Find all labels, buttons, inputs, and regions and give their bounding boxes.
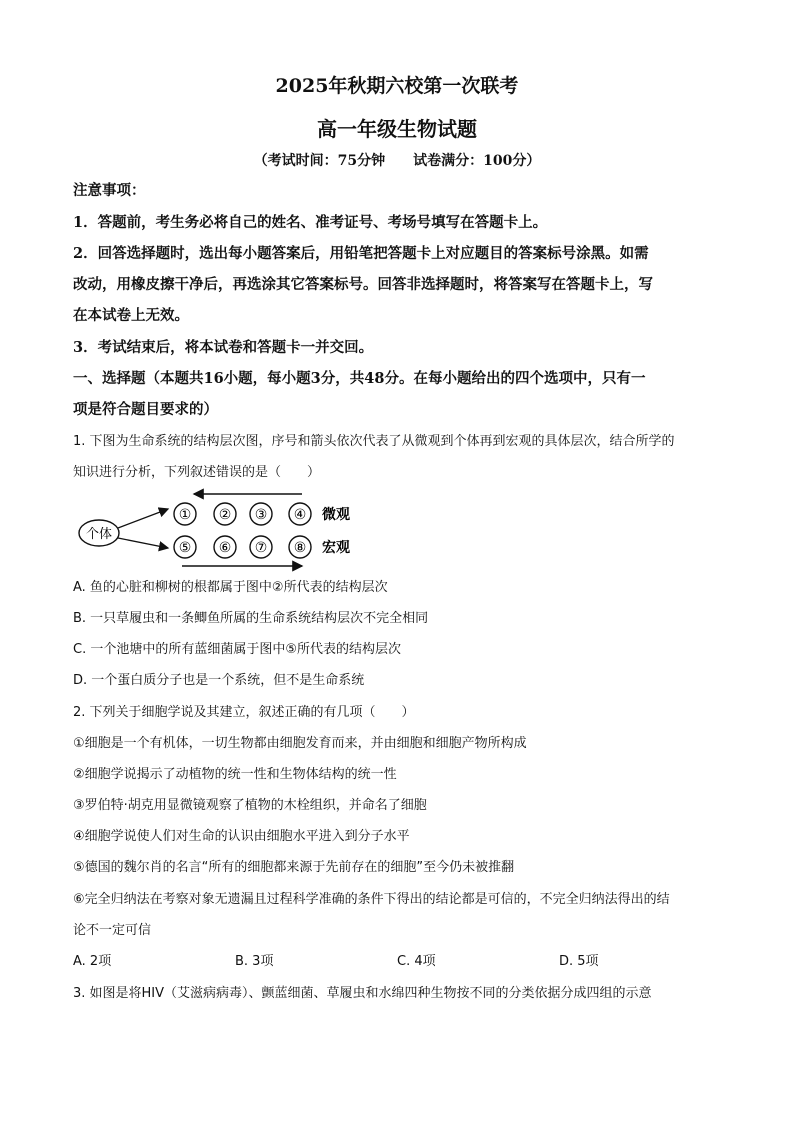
exam-info: （考试时间：75分钟 试卷满分：100分） (253, 153, 541, 169)
q2-statement-6-line-2: 论不一定可信 (73, 923, 152, 938)
level-3-label: ③ (254, 507, 268, 523)
q2-option-a: A. 2项 (73, 954, 112, 969)
q2-statement-2: ②细胞学说揭示了动植物的统一性和生物体结构的统一性 (73, 767, 397, 782)
q1-option-a: A. 鱼的心脏和柳树的根都属于图中②所代表的结构层次 (73, 580, 388, 595)
level-2-label: ② (218, 507, 232, 523)
level-6-label: ⑥ (218, 540, 232, 556)
q1-stem-line-1: 1. 下图为生命系统的结构层次图，序号和箭头依次代表了从微观到个体再到宏观的具体层次，结合所学的 (73, 434, 675, 449)
level-1-label: ① (178, 507, 192, 523)
q2-option-c: C. 4项 (397, 954, 436, 969)
micro-caption: 微观 (322, 507, 350, 523)
q2-option-b: B. 3项 (235, 954, 274, 969)
section-heading-line-1: 一、选择题（本题共16小题，每小题3分，共48分。在每小题给出的四个选项中，只有一 (73, 370, 646, 387)
exam-title: 2025年秋期六校第一次联考 (275, 75, 519, 97)
q2-statement-6-line-1: ⑥完全归纳法在考察对象无遗漏且过程科学准确的条件下得出的结论都是可信的，不完全归纳法得出的结 (73, 892, 670, 907)
q3-stem-line-1: 3. 如图是将HIV（艾滋病病毒）、颤蓝细菌、草履虫和水绵四种生物按不同的分类依据分成四组的示意 (73, 986, 652, 1001)
notice-item-2-line-2: 改动，用橡皮擦干净后，再选涂其它答案标号。回答非选择题时，将答案写在答题卡上，写 (73, 276, 653, 293)
q2-statement-5: ⑤德国的魏尔肖的名言“所有的细胞都来源于先前存在的细胞”至今仍未被推翻 (73, 860, 515, 875)
section-heading-line-2: 项是符合题目要求的） (73, 401, 218, 418)
individual-label: 个体 (85, 527, 113, 542)
q2-statement-3: ③罗伯特·胡克用显微镜观察了植物的木栓组织，并命名了细胞 (73, 798, 427, 813)
q1-option-c: C. 一个池塘中的所有蓝细菌属于图中⑤所代表的结构层次 (73, 642, 401, 657)
q1-stem-line-2: 知识进行分析，下列叙述错误的是（ ） (73, 465, 321, 480)
notice-item-3: 3．考试结束后，将本试卷和答题卡一并交回。 (73, 339, 374, 356)
level-7-label: ⑦ (254, 540, 268, 556)
q1-option-d: D. 一个蛋白质分子也是一个系统，但不是生命系统 (73, 673, 365, 688)
macro-caption: 宏观 (322, 540, 350, 556)
notice-item-2-line-1: 2．回答选择题时，选出每小题答案后，用铅笔把答题卡上对应题目的答案标号涂黑。如需 (73, 245, 649, 262)
q2-statement-1: ①细胞是一个有机体，一切生物都由细胞发育而来，并由细胞和细胞产物所构成 (73, 736, 527, 751)
bottom-row-levels (174, 536, 311, 558)
notice-item-1: 1．答题前，考生务必将自己的姓名、准考证号、考场号填写在答题卡上。 (73, 214, 548, 231)
level-8-label: ⑧ (293, 540, 307, 556)
notice-heading: 注意事项： (73, 182, 146, 199)
level-5-label: ⑤ (178, 540, 192, 556)
level-4-label: ④ (293, 507, 307, 523)
top-row-levels (174, 503, 311, 525)
q2-stem: 2. 下列关于细胞学说及其建立，叙述正确的有几项（ ） (73, 705, 415, 720)
q2-options (73, 952, 733, 972)
notice-item-2-line-3: 在本试卷上无效。 (73, 307, 189, 324)
q2-option-d: D. 5项 (559, 954, 599, 969)
q2-statement-4: ④细胞学说使人们对生命的认识由细胞水平进入到分子水平 (73, 829, 410, 844)
exam-subtitle: 高一年级生物试题 (317, 117, 477, 141)
q1-option-b: B. 一只草履虫和一条鲫鱼所属的生命系统结构层次不完全相同 (73, 611, 429, 626)
life-hierarchy-diagram (70, 486, 370, 572)
